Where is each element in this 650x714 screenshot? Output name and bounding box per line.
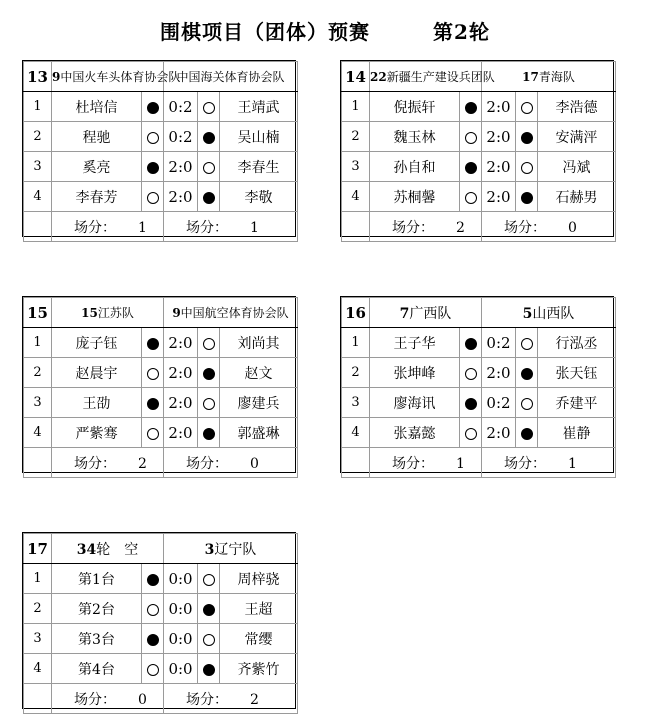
board-number: 3 [342, 388, 370, 418]
game-result: 2:0 [164, 358, 198, 388]
match-grid [341, 61, 616, 242]
team-b-cell [482, 62, 616, 92]
points-label: 场分： [74, 691, 116, 708]
player-a-name: 第3台 [52, 624, 142, 654]
player-a-stone [460, 418, 482, 448]
player-b-stone [198, 564, 220, 594]
points-label: 场分： [186, 691, 229, 708]
white-stone-icon [465, 368, 477, 380]
player-b-name: 王超 [220, 594, 298, 624]
board-number: 4 [24, 182, 52, 212]
table-number: 13 [24, 62, 52, 92]
board-row [24, 624, 298, 654]
white-stone-icon [521, 102, 533, 114]
page-title [0, 16, 650, 45]
black-stone-icon [147, 574, 159, 586]
player-b-name: 李浩德 [538, 92, 616, 122]
team-b-seed: 3 [204, 541, 215, 558]
player-b-stone [198, 358, 220, 388]
player-b-name: 冯斌 [538, 152, 616, 182]
board-number: 4 [342, 182, 370, 212]
match-grid [341, 297, 616, 478]
white-stone-icon [203, 398, 215, 410]
points-row [24, 448, 298, 478]
player-a-stone [460, 358, 482, 388]
team-b-cell [164, 534, 298, 564]
player-b-stone [198, 388, 220, 418]
board-row [342, 152, 616, 182]
player-b-stone [516, 358, 538, 388]
table-number: 14 [342, 62, 370, 92]
game-result: 2:0 [164, 182, 198, 212]
game-result: 0:0 [164, 624, 198, 654]
player-b-name: 李春生 [220, 152, 298, 182]
points-spacer [342, 448, 370, 478]
white-stone-icon [521, 398, 533, 410]
board-row [342, 182, 616, 212]
white-stone-icon [203, 162, 215, 174]
points-label: 场分： [504, 219, 546, 236]
game-result: 2:0 [482, 358, 516, 388]
team-a-points [52, 684, 164, 714]
white-stone-icon [521, 162, 533, 174]
team-b-seed: 5 [522, 305, 533, 322]
player-a-name: 倪振轩 [370, 92, 460, 122]
board-number: 1 [24, 328, 52, 358]
points-spacer [342, 212, 370, 242]
player-b-stone [516, 328, 538, 358]
game-result: 0:0 [164, 654, 198, 684]
game-result: 2:0 [164, 418, 198, 448]
game-result: 0:2 [482, 328, 516, 358]
game-result: 2:0 [164, 328, 198, 358]
black-stone-icon [203, 664, 215, 676]
points-label: 场分： [186, 219, 228, 236]
player-b-stone [198, 624, 220, 654]
game-result: 2:0 [164, 388, 198, 418]
team-b-seed: 9 [172, 306, 181, 320]
player-a-stone [142, 152, 164, 182]
board-row [24, 388, 298, 418]
player-a-name: 严紫骞 [52, 418, 142, 448]
black-stone-icon [465, 398, 477, 410]
white-stone-icon [147, 664, 159, 676]
player-a-name: 张嘉懿 [370, 418, 460, 448]
white-stone-icon [465, 132, 477, 144]
white-stone-icon [147, 368, 159, 380]
board-number: 1 [24, 564, 52, 594]
black-stone-icon [521, 368, 533, 380]
player-b-name: 常缨 [220, 624, 298, 654]
player-b-name: 李敬 [220, 182, 298, 212]
board-row [342, 418, 616, 448]
player-a-name: 奚亮 [52, 152, 142, 182]
player-b-stone [516, 182, 538, 212]
match-header-row [24, 62, 298, 92]
board-number: 3 [24, 152, 52, 182]
board-number: 2 [342, 122, 370, 152]
team-b-points [164, 448, 298, 478]
team-a-seed: 34 [76, 541, 97, 558]
round-label: 第2轮 [433, 20, 490, 44]
board-number: 2 [24, 594, 52, 624]
board-number: 2 [24, 358, 52, 388]
game-result: 0:0 [164, 564, 198, 594]
board-row [342, 328, 616, 358]
team-a-points [52, 448, 164, 478]
points-row [24, 684, 298, 714]
points-label: 场分： [186, 455, 228, 472]
player-a-name: 庞子钰 [52, 328, 142, 358]
match-table-14 [340, 60, 614, 237]
player-b-name: 崔静 [538, 418, 616, 448]
team-b-points-value: 1 [568, 455, 577, 472]
player-a-name: 第4台 [52, 654, 142, 684]
board-number: 3 [24, 388, 52, 418]
team-a-points-value: 0 [138, 691, 147, 708]
points-spacer [24, 212, 52, 242]
player-a-stone [460, 388, 482, 418]
table-number: 17 [24, 534, 52, 564]
page-title-text: 围棋项目（团体）预赛 [160, 20, 371, 44]
player-b-name: 石赫男 [538, 182, 616, 212]
team-a-cell [52, 534, 164, 564]
player-a-stone [460, 182, 482, 212]
black-stone-icon [203, 368, 215, 380]
black-stone-icon [203, 132, 215, 144]
team-a-cell [52, 298, 164, 328]
player-b-name: 郭盛琳 [220, 418, 298, 448]
team-b-points [164, 684, 298, 714]
black-stone-icon [147, 338, 159, 350]
player-a-stone [142, 564, 164, 594]
board-number: 3 [24, 624, 52, 654]
board-row [24, 654, 298, 684]
board-number: 3 [342, 152, 370, 182]
points-label: 场分： [74, 219, 116, 236]
player-a-stone [142, 654, 164, 684]
team-a-seed: 22 [370, 70, 387, 84]
black-stone-icon [203, 604, 215, 616]
team-a-points-value: 2 [456, 219, 465, 236]
black-stone-icon [147, 398, 159, 410]
game-result: 2:0 [482, 418, 516, 448]
board-row [24, 418, 298, 448]
black-stone-icon [147, 102, 159, 114]
board-number: 1 [24, 92, 52, 122]
points-row [342, 212, 616, 242]
board-row [24, 358, 298, 388]
player-a-name: 王劭 [52, 388, 142, 418]
player-b-stone [516, 122, 538, 152]
match-header-row [342, 298, 616, 328]
team-a-cell [370, 298, 482, 328]
white-stone-icon [203, 634, 215, 646]
board-row [24, 92, 298, 122]
game-result: 2:0 [482, 182, 516, 212]
black-stone-icon [521, 132, 533, 144]
white-stone-icon [465, 428, 477, 440]
team-a-name: 广西队 [409, 305, 452, 322]
match-header-row [342, 62, 616, 92]
game-result: 2:0 [482, 152, 516, 182]
white-stone-icon [203, 574, 215, 586]
team-b-points [164, 212, 298, 242]
match-header-row [24, 534, 298, 564]
team-b-points [482, 448, 616, 478]
board-number: 1 [342, 92, 370, 122]
player-a-stone [142, 92, 164, 122]
player-b-name: 刘尚其 [220, 328, 298, 358]
board-row [342, 92, 616, 122]
points-label: 场分： [74, 455, 116, 472]
player-a-stone [142, 328, 164, 358]
team-b-name: 中国海关体育协会队 [176, 70, 285, 84]
board-row [24, 182, 298, 212]
team-a-name: 新疆生产建设兵团队 [386, 70, 495, 84]
player-a-stone [460, 122, 482, 152]
player-b-name: 吴山楠 [220, 122, 298, 152]
table-number: 16 [342, 298, 370, 328]
match-grid [23, 533, 298, 714]
team-b-name: 中国航空体育协会队 [180, 306, 289, 320]
board-row [342, 358, 616, 388]
points-label: 场分： [392, 455, 434, 472]
player-b-name: 赵文 [220, 358, 298, 388]
player-a-stone [142, 594, 164, 624]
player-a-name: 第1台 [52, 564, 142, 594]
black-stone-icon [465, 338, 477, 350]
player-a-name: 苏桐馨 [370, 182, 460, 212]
team-b-name: 青海队 [538, 70, 575, 84]
white-stone-icon [203, 102, 215, 114]
team-a-cell [370, 62, 495, 92]
team-a-points-value: 1 [456, 455, 465, 472]
game-result: 2:0 [482, 92, 516, 122]
white-stone-icon [147, 192, 159, 204]
player-b-name: 周梓骁 [220, 564, 298, 594]
team-b-points-value: 2 [250, 691, 259, 708]
player-b-name: 行泓丞 [538, 328, 616, 358]
team-b-cell [164, 298, 298, 328]
player-b-name: 廖建兵 [220, 388, 298, 418]
player-a-stone [460, 92, 482, 122]
game-result: 0:0 [164, 594, 198, 624]
black-stone-icon [521, 428, 533, 440]
team-a-points-value: 1 [138, 219, 147, 236]
match-grid [23, 61, 298, 242]
match-header-row [24, 298, 298, 328]
match-table-16 [340, 296, 614, 473]
player-b-name: 乔建平 [538, 388, 616, 418]
match-table-13 [22, 60, 296, 237]
player-b-stone [198, 182, 220, 212]
game-result: 0:2 [482, 388, 516, 418]
player-a-name: 王子华 [370, 328, 460, 358]
player-a-name: 李春芳 [52, 182, 142, 212]
player-b-stone [198, 92, 220, 122]
player-b-stone [516, 388, 538, 418]
points-spacer [24, 448, 52, 478]
game-result: 0:2 [164, 122, 198, 152]
game-result: 2:0 [482, 122, 516, 152]
player-a-name: 程驰 [52, 122, 142, 152]
player-b-stone [198, 654, 220, 684]
team-a-name: 中国火车头体育协会队 [60, 70, 181, 84]
board-number: 4 [24, 418, 52, 448]
player-a-stone [142, 182, 164, 212]
board-row [24, 564, 298, 594]
white-stone-icon [521, 338, 533, 350]
player-a-stone [460, 328, 482, 358]
team-b-cell [482, 298, 616, 328]
black-stone-icon [465, 102, 477, 114]
white-stone-icon [465, 192, 477, 204]
player-a-name: 赵晨宇 [52, 358, 142, 388]
white-stone-icon [203, 338, 215, 350]
points-label: 场分： [504, 455, 546, 472]
black-stone-icon [147, 634, 159, 646]
black-stone-icon [203, 428, 215, 440]
team-b-cell [164, 62, 298, 92]
player-b-name: 安满泙 [538, 122, 616, 152]
player-b-name: 王靖武 [220, 92, 298, 122]
team-a-points [370, 448, 482, 478]
player-a-stone [460, 152, 482, 182]
player-b-stone [198, 122, 220, 152]
player-b-stone [198, 328, 220, 358]
team-a-seed: 9 [52, 70, 61, 84]
player-b-stone [198, 152, 220, 182]
black-stone-icon [147, 162, 159, 174]
team-a-seed: 7 [399, 305, 410, 322]
points-label: 场分： [392, 219, 434, 236]
white-stone-icon [147, 428, 159, 440]
board-number: 1 [342, 328, 370, 358]
board-row [24, 152, 298, 182]
board-row [24, 328, 298, 358]
player-a-stone [142, 358, 164, 388]
player-a-stone [142, 418, 164, 448]
player-a-name: 杜培信 [52, 92, 142, 122]
player-a-name: 魏玉林 [370, 122, 460, 152]
board-number: 2 [342, 358, 370, 388]
team-a-points-value: 2 [138, 455, 147, 472]
team-b-name: 山西队 [532, 305, 575, 322]
player-b-stone [516, 152, 538, 182]
team-b-points-value: 0 [568, 219, 577, 236]
player-b-name: 张天钰 [538, 358, 616, 388]
player-b-stone [516, 418, 538, 448]
board-row [24, 122, 298, 152]
player-a-name: 孙自和 [370, 152, 460, 182]
white-stone-icon [147, 604, 159, 616]
player-a-stone [142, 624, 164, 654]
team-a-cell [52, 62, 181, 92]
player-a-name: 第2台 [52, 594, 142, 624]
match-table-15 [22, 296, 296, 473]
player-a-name: 廖海讯 [370, 388, 460, 418]
points-row [24, 212, 298, 242]
team-b-name: 辽宁队 [214, 541, 257, 558]
game-result: 2:0 [164, 152, 198, 182]
team-a-name: 轮 空 [96, 541, 139, 558]
team-b-seed: 17 [522, 70, 539, 84]
black-stone-icon [521, 192, 533, 204]
player-a-stone [142, 388, 164, 418]
player-b-stone [198, 418, 220, 448]
board-row [342, 388, 616, 418]
black-stone-icon [465, 162, 477, 174]
board-number: 4 [342, 418, 370, 448]
game-result: 0:2 [164, 92, 198, 122]
team-a-name: 江苏队 [97, 306, 134, 320]
player-b-name: 齐紫竹 [220, 654, 298, 684]
points-spacer [24, 684, 52, 714]
player-b-stone [516, 92, 538, 122]
team-b-points-value: 1 [250, 219, 259, 236]
team-a-points [52, 212, 164, 242]
match-grid [23, 297, 298, 478]
board-row [24, 594, 298, 624]
team-a-points [370, 212, 482, 242]
board-row [342, 122, 616, 152]
team-b-points-value: 0 [250, 455, 259, 472]
player-a-name: 张坤峰 [370, 358, 460, 388]
board-number: 4 [24, 654, 52, 684]
player-a-stone [142, 122, 164, 152]
team-b-points [482, 212, 616, 242]
team-a-seed: 15 [81, 306, 98, 320]
black-stone-icon [203, 192, 215, 204]
table-number: 15 [24, 298, 52, 328]
points-row [342, 448, 616, 478]
white-stone-icon [147, 132, 159, 144]
board-number: 2 [24, 122, 52, 152]
player-b-stone [198, 594, 220, 624]
match-table-17 [22, 532, 296, 709]
